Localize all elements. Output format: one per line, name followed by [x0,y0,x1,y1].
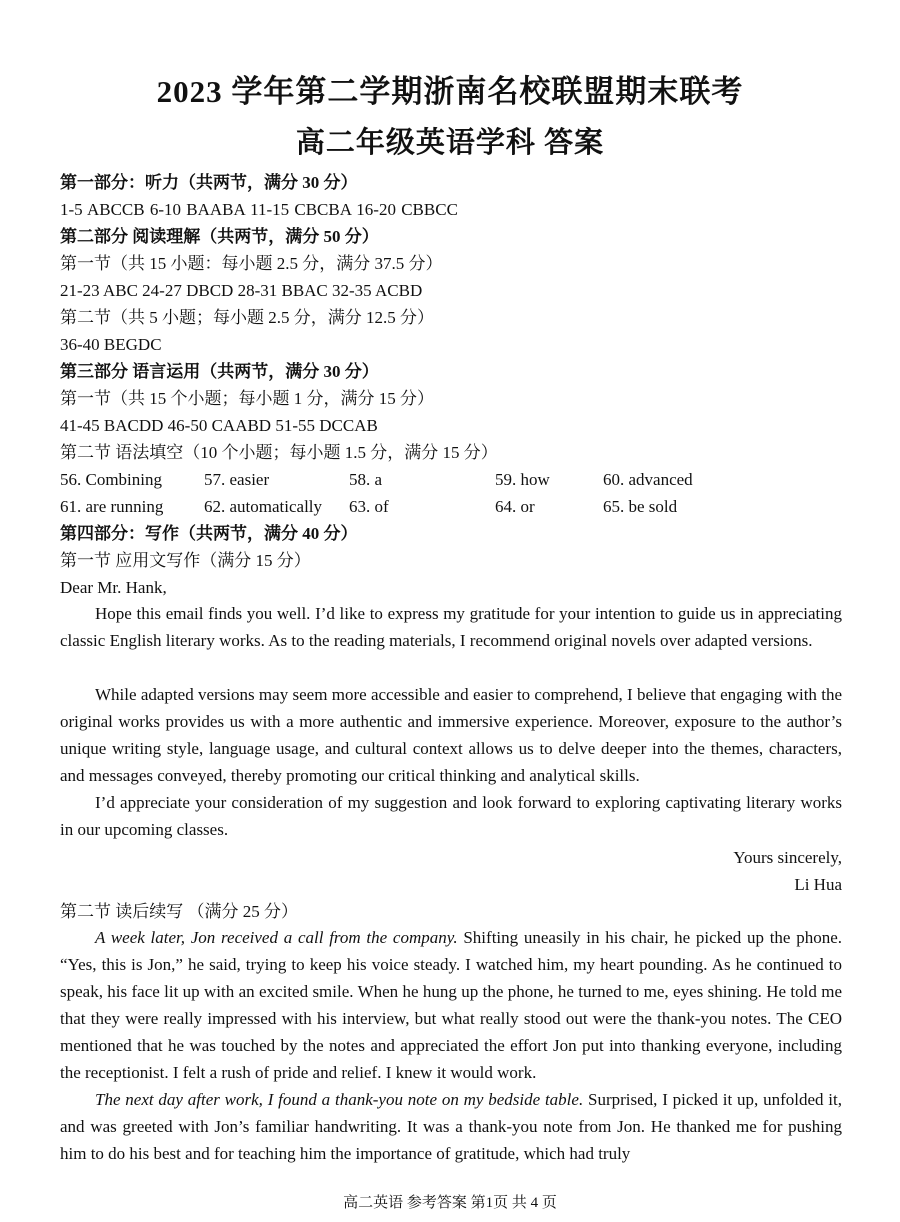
letter-paragraph: I’d appreciate your consideration of my suggestion and look forward to exploring captivating literary works in our upcoming classes. [60,793,842,840]
part2-section1-answers: 21-23 ABC 24-27 DBCD 28-31 BBAC 32-35 ACBD [60,281,423,300]
letter-signature: Li Hua [794,875,842,894]
part3-section2-heading: 第二节 语法填空（10 个小题；每小题 1.5 分，满分 15 分） [60,443,498,462]
part4-heading: 第四部分：写作（共两节，满分 40 分） [60,524,358,543]
part3-section1-answers: 41-45 BACDD 46-50 CAABD 51-55 DCCAB [60,416,378,435]
grammar-answer: 61. are running [60,497,164,516]
grammar-answer: 64. or [495,497,535,516]
letter-greeting: Dear Mr. Hank, [60,578,167,597]
part1-heading: 第一部分：听力（共两节，满分 30 分） [60,173,358,192]
letter-closing: Yours sincerely, [733,848,842,867]
part2-section2-heading: 第二节（共 5 小题；每小题 2.5 分，满分 12.5 分） [60,308,434,327]
part4-section1-heading: 第一节 应用文写作（满分 15 分） [60,551,311,570]
story-paragraph-1-body: Shifting uneasily in his chair, he picked up the phone. “Yes, this is Jon,” he said, trying to keep his voice steady. I watched him, my heart pounding. As he continued to speak, his face lit up with an excited smile. When he hung up the phone, he turned to me, eyes shining. He told me that they were really impressed with his interview, but what really stood out were the thank-you notes. The CEO mentioned that he was touched by the notes and appreciated the effort Jon put into thanking everyone, including the receptionist. I felt a rush of pride and relief. I knew it would work. [60,928,842,1083]
part1-answers: 1-5 ABCCB 6-10 BAABA 11-15 CBCBA 16-20 CBBCC [60,200,458,219]
story-paragraph-1 [60,924,842,1087]
part3-heading: 第三部分 语言运用（共两节，满分 30 分） [60,362,379,381]
letter-paragraph: Hope this email finds you well. I’d like to express my gratitude for your intention to guide us in appreciating classic English literary works. As to the reading materials, I recommend original novels over adapted versions. [60,604,842,651]
grammar-answer: 58. a [349,470,383,489]
grammar-answer: 56. Combining [60,470,163,489]
grammar-answer: 57. easier [204,470,270,489]
page-title: 2023 学年第二学期浙南名校联盟期末联考 [156,74,744,109]
grammar-answer: 62. automatically [204,497,323,516]
part2-heading: 第二部分 阅读理解（共两节，满分 50 分） [60,227,379,246]
story-paragraph-2-body: Surprised, I picked it up, unfolded it, and was greeted with Jon’s familiar handwriting. It was a thank-you note from Jon. He thanked me for pushing him to do his best and for teaching him the importance of gratitude, which had truly [60,1090,842,1164]
grammar-answer: 59. how [495,470,550,489]
part4-section2-heading: 第二节 读后续写 （满分 25 分） [60,902,298,921]
grammar-answer: 65. be sold [603,497,678,516]
part3-section1-heading: 第一节（共 15 个小题；每小题 1 分，满分 15 分） [60,389,434,408]
page-footer: 高二英语 参考答案 第1页 共 4 页 [343,1195,557,1211]
story-paragraph-1-lead: A week later, Jon received a call from the company. [95,928,458,947]
letter-paragraph: While adapted versions may seem more accessible and easier to comprehend, I believe that engaging with the original works provides us with a more authentic and immersive experience. Moreover, exposure to the author’s unique writing style, language usage, and cultural context allows us to delve deeper into the themes, characters, and messages conveyed, thereby promoting our critical thinking and analytical skills. [60,685,842,786]
grammar-answer: 60. advanced [603,470,693,489]
grammar-answer: 63. of [349,497,389,516]
story-paragraph-2 [60,1086,842,1167]
part2-section1-heading: 第一节（共 15 小题：每小题 2.5 分，满分 37.5 分） [60,254,443,273]
page-subtitle: 高二年级英语学科 答案 [295,127,605,159]
story-paragraph-2-lead: The next day after work, I found a thank-you note on my bedside table. [95,1090,584,1109]
part2-section2-answers: 36-40 BEGDC [60,335,162,354]
